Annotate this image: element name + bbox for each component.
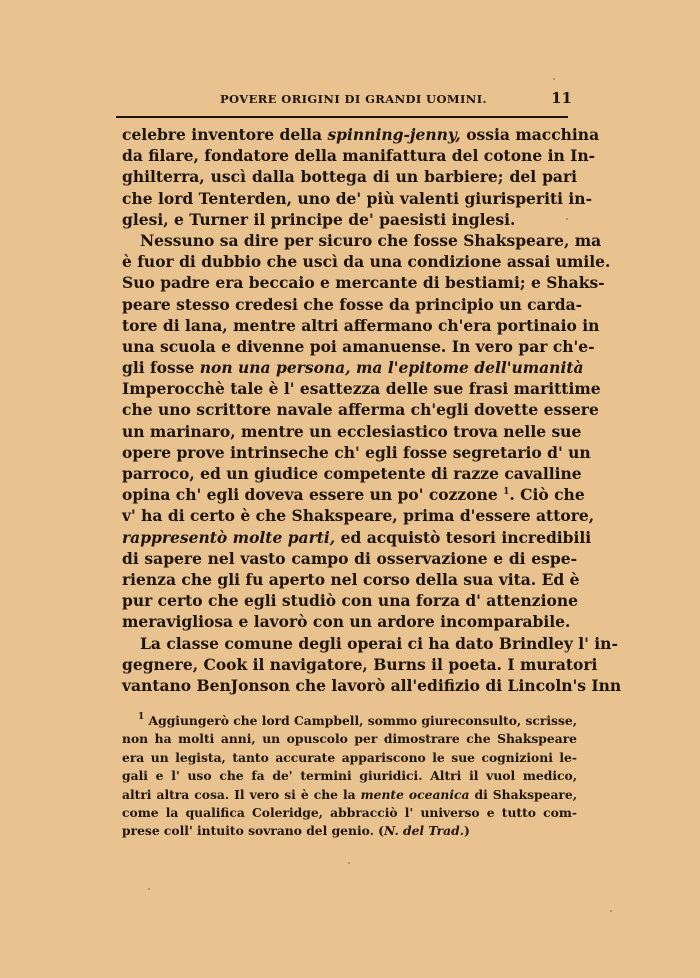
body-line <box>122 590 577 611</box>
text-segment: era un legista, tanto accurate appariscono le sue cognizioni le- <box>122 749 577 765</box>
text-segment: meravigliosa e lavorò con un ardore incomparabile. <box>122 612 571 632</box>
text-segment: gali e l' uso che fa de' termini giuridici. Altri il vuol medico, <box>122 768 577 784</box>
italic-text: rappresentò molte parti, <box>122 527 336 547</box>
body-line <box>122 675 622 696</box>
text-segment: un marinaro, mentre un ecclesiastico trova nelle sue <box>122 421 582 441</box>
paper-speck <box>348 862 350 864</box>
paper-speck <box>610 910 612 912</box>
running-head-title: POVERE ORIGINI DI GRANDI UOMINI. <box>220 92 487 106</box>
footnote-marker: 1 <box>503 487 510 498</box>
header-rule <box>116 116 568 118</box>
text-segment: parroco, ed un giudice competente di razze cavalline <box>122 464 582 483</box>
text-segment: ) <box>463 823 470 839</box>
footnote-line <box>122 767 577 785</box>
footnote-line <box>122 786 577 804</box>
text-segment: . Ciò che <box>509 485 585 505</box>
text-segment: vantano BenJonson che lavorò all'edifizio di Lincoln's Inn <box>122 675 622 695</box>
text-segment: una scuola e divenne poi amanuense. In vero par ch'e- <box>122 336 595 356</box>
text-segment: prese coll' intuito sovrano del genio. ( <box>122 823 384 839</box>
body-line <box>122 442 591 463</box>
body-line <box>122 399 599 420</box>
body-text <box>122 124 622 696</box>
body-line <box>122 633 618 654</box>
body-line <box>122 463 582 484</box>
text-segment: pur certo che egli studiò con una forza d' attenzione <box>122 591 578 611</box>
text-segment: celebre inventore della <box>122 125 328 144</box>
body-line <box>122 548 577 569</box>
italic-text: mente oceanica <box>360 786 470 802</box>
body-line <box>122 294 583 315</box>
footnote-line <box>122 749 577 767</box>
body-line <box>122 230 602 251</box>
text-segment: glesi, e Turner il principe de' paesisti inglesi. <box>122 209 516 229</box>
italic-text: N. del Trad. <box>384 823 464 839</box>
footnote-line <box>122 730 577 748</box>
text-segment: da filare, fondatore della manifattura del cotone in In- <box>122 146 596 166</box>
text-segment: ghilterra, uscì dalla bottega di un barbiere; del pari <box>122 167 577 187</box>
paper-speck <box>553 78 555 80</box>
text-segment: opere prove intrinseche ch' egli fosse segretario d' un <box>122 442 591 462</box>
footnote-line <box>122 822 577 840</box>
body-line <box>122 124 600 145</box>
footnote-line <box>122 712 577 730</box>
footnote <box>122 712 577 841</box>
text-segment: ed acquistò tesori incredibili <box>335 527 592 547</box>
body-line <box>122 421 582 442</box>
body-line <box>122 188 593 209</box>
text-segment: La classe comune degli operai ci ha dato Brindley l' in- <box>140 633 618 653</box>
body-line <box>122 357 584 378</box>
body-line <box>122 251 611 272</box>
text-segment: come la qualifica Coleridge, abbracciò l' universo e tutto com- <box>122 804 577 820</box>
text-segment: altri altra cosa. Il vero si è che la <box>122 786 361 802</box>
text-segment: che lord Tenterden, uno de' più valenti giurisperiti in- <box>122 188 593 208</box>
text-segment: tore di lana, mentre altri affermano ch'era portinaio in <box>122 315 600 335</box>
body-line <box>122 569 580 590</box>
text-segment: Aggiungerò che lord Campbell, sommo giureconsulto, scrisse, <box>144 713 577 728</box>
text-segment: non ha molti anni, un opuscolo per dimostrare che Shakspeare <box>122 731 577 747</box>
body-line <box>122 484 585 505</box>
page-number: 11 <box>551 89 572 107</box>
footnote-line <box>122 804 577 822</box>
footnote-marker: 1 <box>138 712 145 722</box>
italic-text: non una persona, ma l'epitome dell'umanità <box>199 358 584 378</box>
paper-speck <box>148 888 150 890</box>
text-segment: è fuor di dubbio che uscì da una condizione assai umile. <box>122 252 611 272</box>
text-segment: rienza che gli fu aperto nel corso della sua vita. Ed è <box>122 569 580 589</box>
text-segment: v' ha di certo è che Shakspeare, prima d'essere attore, <box>122 506 595 526</box>
text-segment: gegnere, Cook il navigatore, Burns il poeta. I muratori <box>122 654 598 674</box>
body-line <box>122 654 598 675</box>
text-segment: Imperocchè tale è l' esattezza delle sue frasi marittime <box>122 379 601 399</box>
body-line <box>122 527 592 548</box>
body-line <box>122 166 577 187</box>
body-line <box>122 505 595 526</box>
body-line <box>122 272 605 293</box>
text-segment: ossia macchina <box>460 125 600 144</box>
text-segment: Nessuno sa dire per sicuro che fosse Shakspeare, ma <box>140 230 602 250</box>
text-segment: peare stesso credesi che fosse da principio un carda- <box>122 294 583 314</box>
body-line <box>122 209 577 230</box>
text-segment: opina ch' egli doveva essere un po' cozzone <box>122 485 504 505</box>
body-line <box>122 611 577 632</box>
text-segment: gli fosse <box>122 358 200 378</box>
body-line <box>122 315 600 336</box>
text-segment: di sapere nel vasto campo di osservazione e di espe- <box>122 548 577 568</box>
body-line <box>122 336 595 357</box>
text-segment: Suo padre era beccaio e mercante di bestiami; e Shaks- <box>122 273 605 293</box>
running-head <box>122 88 574 110</box>
body-line <box>122 378 601 399</box>
paper-speck <box>566 218 568 220</box>
text-segment: di Shakspeare, <box>469 786 578 802</box>
text-segment: che uno scrittore navale afferma ch'egli dovette essere <box>122 400 599 420</box>
body-line <box>122 145 596 166</box>
italic-text: spinning-jenny, <box>327 125 461 144</box>
